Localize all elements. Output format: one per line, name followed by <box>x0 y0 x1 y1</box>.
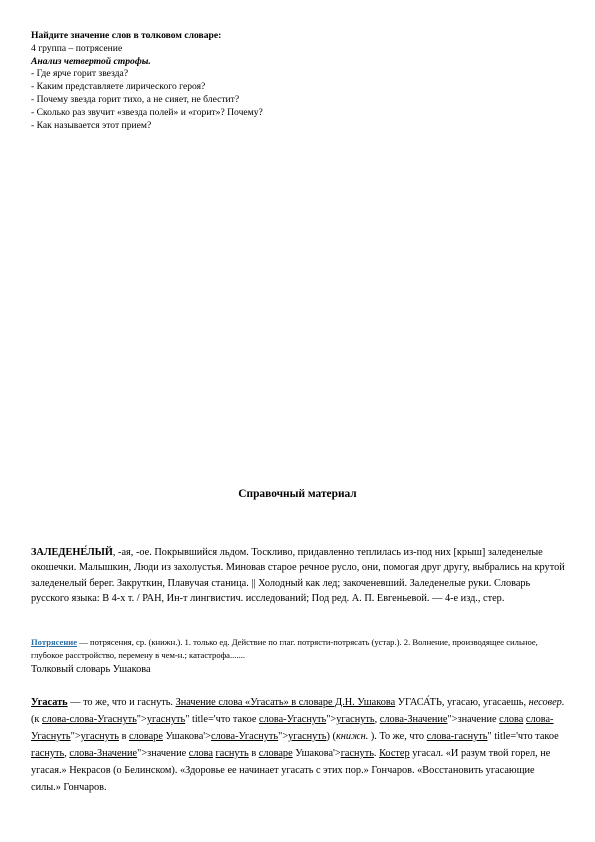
text-span: "> <box>70 730 81 742</box>
text-span: в <box>119 730 130 742</box>
entry-body <box>31 636 567 662</box>
text-span: ">значение <box>447 713 500 725</box>
word-link[interactable]: гаснуть <box>31 747 65 759</box>
word-link[interactable]: слова-Значение <box>379 713 448 725</box>
headword-link[interactable]: Угасать <box>31 697 68 708</box>
text-span: "> <box>278 730 289 742</box>
grammar-note: несовер. <box>528 697 565 708</box>
word-link[interactable]: слова-Угаснуть <box>259 713 327 725</box>
word-link[interactable]: слова-Угаснуть <box>210 730 279 742</box>
text-span: ">значение <box>137 747 189 759</box>
text-span: Ушакова'> <box>292 747 341 759</box>
text-span: (к <box>31 713 43 725</box>
text-span: ) ( <box>326 730 336 742</box>
question-item: - Где ярче горит звезда? <box>31 68 129 80</box>
word-link[interactable]: слова <box>188 747 213 759</box>
entry-potryasenie <box>31 636 567 677</box>
word-link[interactable]: словаре <box>129 730 163 742</box>
question-item: - Как называется этот прием? <box>31 119 152 131</box>
word-link[interactable]: Костер <box>379 747 410 759</box>
word-link[interactable]: слова-Значение <box>69 747 138 759</box>
text-span: , <box>374 713 380 725</box>
entry-headword: ЗАЛЕДЕНЕ́ЛЫЙ <box>31 547 113 558</box>
entry-source: Толковый словарь Ушакова <box>31 664 151 675</box>
text-span: в <box>248 747 259 759</box>
reference-heading: Справочный материал <box>238 488 357 500</box>
text-span: " title='что такое <box>185 713 260 725</box>
text-span: , <box>64 747 70 759</box>
question-item: - Сколько раз звучит «звезда полей» и «горит»? Почему? <box>31 106 263 118</box>
task-group: 4 группа – потрясение <box>31 42 123 54</box>
word-link[interactable]: слова-гаснуть <box>426 730 488 742</box>
entry-definition: — потрясения, ср. (книжн.). 1. только ед. Действие по глаг. потрясти-потрясать (устар.). 2. Волнение, производящее сильное, глубокое расстройство, перемену в чем-н.; катастрофа....... <box>31 637 538 660</box>
word-link[interactable]: слова-Угаснуть <box>31 713 554 742</box>
grammar-note: книжн. <box>335 730 369 742</box>
analysis-title: Анализ четвертой строфы. <box>31 55 151 67</box>
word-link[interactable]: гаснуть <box>215 747 249 759</box>
entry-ugasat <box>31 695 567 796</box>
word-link[interactable]: слова <box>499 713 524 725</box>
entry-zaledenely <box>31 545 567 607</box>
word-link[interactable]: гаснуть <box>340 747 374 759</box>
text-span: ). То же, что <box>368 730 427 742</box>
word-link[interactable]: угаснуть <box>288 730 327 742</box>
task-block <box>31 30 571 132</box>
text-span: " title='что такое <box>487 730 559 742</box>
text-span: УГАСА́ТЬ, угасаю, угасаешь, <box>395 697 529 708</box>
task-heading: Найдите значение слов в толковом словаре: <box>31 30 222 41</box>
headword-link[interactable]: Потрясение <box>31 637 78 647</box>
word-link[interactable]: угаснуть <box>80 730 119 742</box>
text-span: "> <box>136 713 147 725</box>
question-item: - Каким представляете лирического героя? <box>31 81 206 93</box>
word-link[interactable]: угаснуть <box>146 713 186 725</box>
text-span: "> <box>326 713 337 725</box>
word-link[interactable]: угаснуть <box>336 713 375 725</box>
text-span: угасал. «И разум твой горел, не угасая.» Некрасов (о Белинском). «Здоровье ее начинает угасать с этих пор.» Гончаров. «Восстановить угасающие силы.» Гончаров. <box>31 747 551 793</box>
word-link[interactable]: слова-слова-Угаснуть <box>42 713 137 725</box>
text-span: Ушакова'> <box>162 730 211 742</box>
text-span: . <box>373 747 380 759</box>
entry-text: , -ая, -ое. Покрывшийся льдом. Тоскливо, придавленно теплилась из-под них [крыш] заледенелые окошечки. Малышкин, Люди из захолустья. Миновав старое речное русло, они, помогая друг другу, выбрались на крутой заледенелый берег. Закруткин, Плавучая станица. || Холодный как лед; закоченевший. Заледенелые руки. Словарь русского языка: В 4-х т. / РАН, Ин-т лингвистич. исследований; Под ред. А. П. Евгеньевой. — 4-е изд., стер. <box>31 547 565 605</box>
question-item: - Почему звезда горит тихо, а не сияет, не блестит? <box>31 93 240 105</box>
text-span: — то же, что и гаснуть. <box>67 697 176 708</box>
word-link[interactable]: словаре <box>258 747 293 759</box>
dictionary-link[interactable]: Значение слова «Угасать» в словаре Д.Н. Ушакова <box>175 697 396 708</box>
